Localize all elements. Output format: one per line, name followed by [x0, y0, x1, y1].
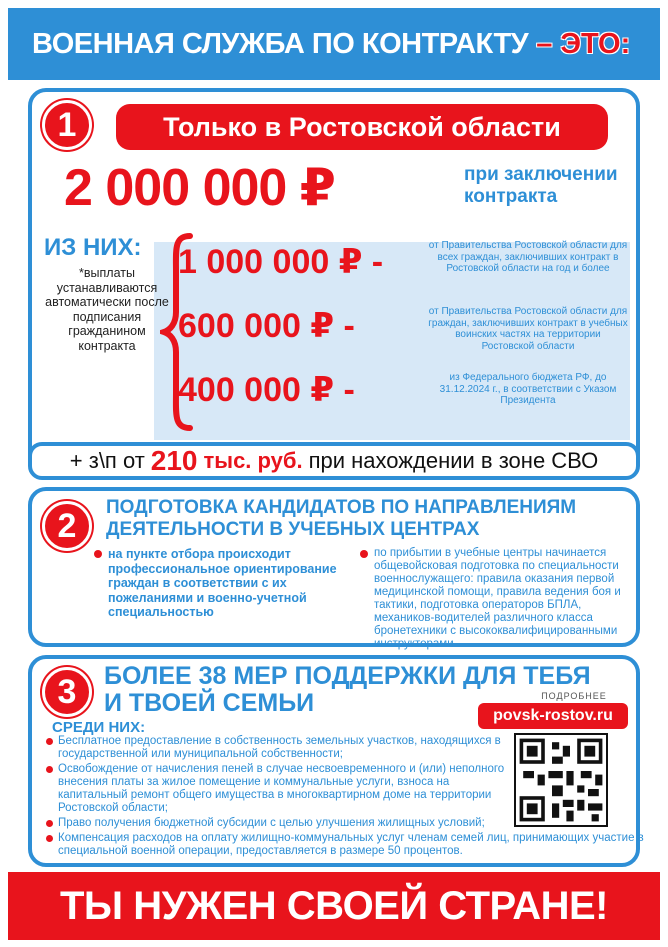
header-banner [8, 8, 660, 80]
header-suffix: – ЭТО: [536, 27, 631, 60]
section-1-panel [28, 88, 640, 480]
salary-suffix: при нахождении в зоне СВО [308, 448, 599, 473]
section-2-panel [28, 487, 640, 650]
amount-1-note: от Правительства Ростовской области для всех граждан, заключивших контракт в Ростовской области на год и более [428, 240, 628, 274]
amount-2: 600 000 ₽ - [178, 307, 355, 345]
section-2-number: 2 [42, 501, 92, 551]
support-measure: Компенсация расходов на оплату жилищно-коммунальных услуг членам семей лиц, принимающих участие в специальной военной операции, предоставляется в размере 50 процентов. [44, 832, 644, 858]
of-which-label: ИЗ НИХ: [44, 234, 142, 261]
section-2-left-list [92, 547, 342, 620]
support-measures-list [44, 735, 644, 860]
support-measure: Бесплатное предоставление в собственность земельных участков, находящихся в государственной или муниципальной собственности; [44, 735, 514, 761]
header-title: ВОЕННАЯ СЛУЖБА ПО КОНТРАКТУ [32, 27, 529, 60]
total-amount: 2 000 000 ₽ [64, 159, 335, 217]
salary-bar [28, 442, 640, 480]
amount-1: 1 000 000 ₽ - [178, 243, 384, 281]
payments-footnote: *выплаты устанавливаются автоматически после подписания гражданином контракта [45, 266, 169, 353]
amount-2-note: от Правительства Ростовской области для граждан, заключивших контракт в учебных воинских частях на территории Ростовской области [428, 306, 628, 352]
website-link[interactable]: povsk-rostov.ru [478, 703, 628, 729]
support-measure: Освобождение от начисления пеней в случае несвоевременного и (или) неполного внесения платы за жилое помещение и коммунальные услуги, взноса на капитальный ремонт общего имущества в многоквартирном доме на территории Ростовской области; [44, 763, 514, 815]
section-2-left-item: на пункте отбора происходит профессиональное ориентирование граждан в соответствии с их пожеланиями и военно-учетной специальностью [92, 547, 342, 620]
section-3-title-rest: ПОДДЕРЖКИ ДЛЯ ТЕБЯ [294, 662, 591, 690]
section-1-number: 1 [42, 100, 92, 150]
salary-prefix: + з\п от [69, 448, 145, 473]
more-info-label: ПОДРОБНЕЕ [541, 691, 607, 701]
section-2-title: ПОДГОТОВКА КАНДИДАТОВ ПО НАПРАВЛЕНИЯМ ДЕЯТЕЛЬНОСТИ В УЧЕБНЫХ ЦЕНТРАХ [106, 497, 577, 540]
section-2-right-item: по прибытии в учебные центры начинается общевойсковая подготовка по специальности военнослужащего: правила оказания первой медицинской помощи, правила ведения боя и тактики, подготовка операторов БПЛА, механиков-водителей различного класса бронетехники с высококвалифицированными инструкторами [358, 547, 634, 651]
slogan-banner: ТЫ НУЖЕН СВОЕЙ СТРАНЕ! [8, 872, 660, 940]
amount-3: 400 000 ₽ - [178, 371, 355, 409]
section-3-number: 3 [42, 667, 92, 717]
section-3-title-accent: БОЛЕЕ 38 МЕР [104, 662, 288, 690]
region-badge: Только в Ростовской области [116, 104, 608, 150]
among-them-label: СРЕДИ НИХ: [52, 719, 146, 736]
section-3-panel [28, 655, 644, 867]
support-measure: Право получения бюджетной субсидии с целью улучшения жилищных условий; [44, 817, 514, 830]
section-3-title-line2: И ТВОЕЙ СЕМЬИ [104, 689, 315, 717]
section-2-right-list [358, 547, 634, 651]
qr-code-icon[interactable] [514, 733, 608, 827]
amount-3-note: из Федерального бюджета РФ, до 31.12.2024 г., в соответствии с Указом Президента [439, 372, 617, 406]
total-amount-note: при заключении контракта [464, 164, 618, 207]
salary-value: 210 [150, 445, 198, 476]
salary-unit: тыс. руб. [203, 448, 303, 473]
